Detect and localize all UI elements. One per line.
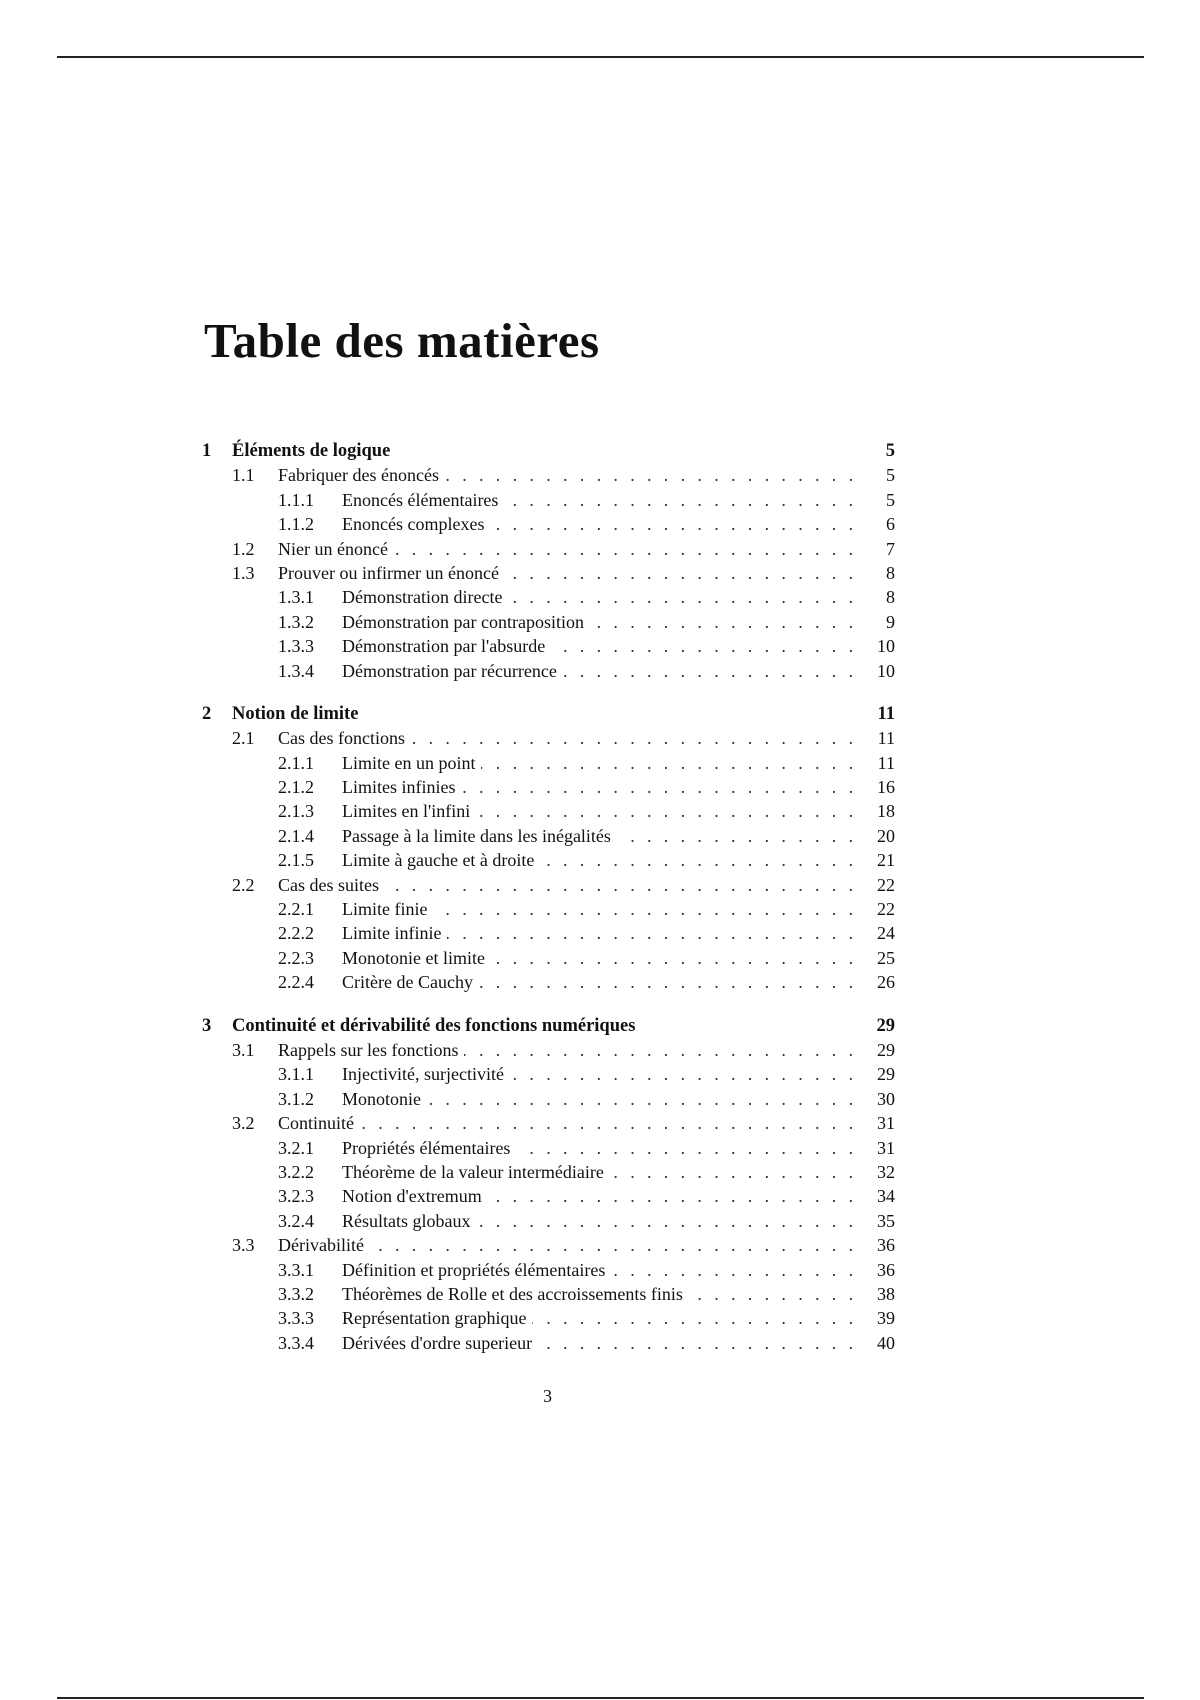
entry-number: 3.3 bbox=[232, 1235, 255, 1256]
entry-title: Injectivité, surjectivité bbox=[342, 1064, 504, 1085]
toc-chapter-row[interactable] bbox=[202, 702, 895, 726]
entry-title: Prouver ou infirmer un énoncé bbox=[278, 562, 499, 583]
dot-leader bbox=[427, 1087, 857, 1111]
entry-page: 25 bbox=[877, 947, 895, 968]
toc-subsection-row[interactable] bbox=[202, 488, 895, 512]
entry-number: 3.3.1 bbox=[278, 1259, 314, 1280]
dot-leader bbox=[610, 1160, 857, 1184]
entry-page: 11 bbox=[877, 752, 895, 773]
page-title: Table des matières bbox=[204, 312, 600, 368]
chapter-number: 1 bbox=[202, 441, 212, 461]
entry-page: 38 bbox=[877, 1283, 895, 1304]
dot-leader bbox=[540, 848, 857, 872]
entry-page: 35 bbox=[877, 1210, 895, 1231]
entry-number: 3.2.1 bbox=[278, 1137, 314, 1158]
dot-leader bbox=[551, 634, 857, 658]
entry-number: 3.1.1 bbox=[278, 1064, 314, 1085]
entry-title: Démonstration directe bbox=[342, 587, 503, 608]
toc-subsection-row[interactable] bbox=[202, 1306, 895, 1330]
entry-number: 3.2 bbox=[232, 1113, 255, 1134]
toc-subsection-row[interactable] bbox=[202, 799, 895, 823]
dot-leader bbox=[488, 1184, 857, 1208]
entry-page: 5 bbox=[886, 489, 895, 510]
dot-leader bbox=[411, 726, 857, 750]
toc-subsection-row[interactable] bbox=[202, 1136, 895, 1160]
toc-subsection-row[interactable] bbox=[202, 824, 895, 848]
entry-title: Enoncés complexes bbox=[342, 514, 485, 535]
entry-number: 2.2.2 bbox=[278, 923, 314, 944]
entry-page: 20 bbox=[877, 825, 895, 846]
dot-leader bbox=[447, 921, 857, 945]
entry-number: 2.2 bbox=[232, 874, 255, 895]
toc-subsection-row[interactable] bbox=[202, 775, 895, 799]
dot-leader bbox=[481, 751, 857, 775]
toc-section-row[interactable] bbox=[202, 873, 895, 897]
toc-subsection-row[interactable] bbox=[202, 1184, 895, 1208]
dot-leader bbox=[516, 1136, 857, 1160]
entry-page: 7 bbox=[886, 538, 895, 559]
entry-title: Passage à la limite dans les inégalités bbox=[342, 825, 611, 846]
entry-title: Enoncés élémentaires bbox=[342, 489, 499, 510]
toc-subsection-row[interactable] bbox=[202, 634, 895, 658]
entry-title: Théorèmes de Rolle et des accroissements finis bbox=[342, 1283, 683, 1304]
toc-subsection-row[interactable] bbox=[202, 1209, 895, 1233]
toc-section-row[interactable] bbox=[202, 1038, 895, 1062]
page-number: 3 bbox=[543, 1386, 552, 1406]
entry-title: Démonstration par récurrence bbox=[342, 660, 557, 681]
entry-number: 2.1 bbox=[232, 728, 255, 749]
entry-page: 31 bbox=[877, 1137, 895, 1158]
entry-number: 3.1 bbox=[232, 1039, 255, 1060]
toc-subsection-row[interactable] bbox=[202, 1160, 895, 1184]
chapter-title: Continuité et dérivabilité des fonctions numériques bbox=[232, 1015, 636, 1036]
entry-page: 18 bbox=[877, 801, 895, 822]
dot-leader bbox=[464, 1038, 857, 1062]
chapter-title: Notion de limite bbox=[232, 703, 359, 724]
entry-number: 3.1.2 bbox=[278, 1088, 314, 1109]
entry-page: 24 bbox=[877, 923, 895, 944]
entry-title: Rappels sur les fonctions bbox=[278, 1039, 459, 1060]
dot-leader bbox=[504, 488, 857, 512]
table-of-contents bbox=[202, 439, 895, 1355]
entry-title: Démonstration par contraposition bbox=[342, 611, 584, 632]
entry-number: 3.2.3 bbox=[278, 1186, 314, 1207]
dot-leader bbox=[532, 1306, 857, 1330]
toc-subsection-row[interactable] bbox=[202, 921, 895, 945]
entry-page: 29 bbox=[877, 1039, 895, 1060]
entry-title: Démonstration par l'absurde bbox=[342, 636, 546, 657]
entry-page: 21 bbox=[877, 850, 895, 871]
entry-number: 2.1.2 bbox=[278, 777, 314, 798]
entry-title: Nier un énoncé bbox=[278, 538, 388, 559]
entry-number: 2.1.5 bbox=[278, 850, 314, 871]
entry-number: 2.1.1 bbox=[278, 752, 314, 773]
entry-number: 2.1.3 bbox=[278, 801, 314, 822]
entry-page: 32 bbox=[877, 1161, 895, 1182]
entry-title: Continuité bbox=[278, 1113, 354, 1134]
entry-number: 1.3.1 bbox=[278, 587, 314, 608]
toc-chapter bbox=[202, 439, 895, 683]
entry-number: 3.3.3 bbox=[278, 1308, 314, 1329]
toc-subsection-row[interactable] bbox=[202, 659, 895, 683]
toc-chapter bbox=[202, 1014, 895, 1355]
entry-page: 36 bbox=[877, 1235, 895, 1256]
toc-subsection-row[interactable] bbox=[202, 897, 895, 921]
dot-leader bbox=[477, 1209, 858, 1233]
entry-title: Limites infinies bbox=[342, 777, 456, 798]
entry-page: 39 bbox=[877, 1308, 895, 1329]
entry-number: 2.2.3 bbox=[278, 947, 314, 968]
entry-page: 11 bbox=[877, 728, 895, 749]
toc-subsection-row[interactable] bbox=[202, 1331, 895, 1355]
toc-subsection-row[interactable] bbox=[202, 585, 895, 609]
dot-leader bbox=[617, 824, 857, 848]
toc-subsection-row[interactable] bbox=[202, 1062, 895, 1086]
entry-page: 10 bbox=[877, 660, 895, 681]
dot-leader bbox=[476, 799, 857, 823]
toc-subsection-row[interactable] bbox=[202, 610, 895, 634]
entry-title: Dérivées d'ordre superieur bbox=[342, 1332, 533, 1353]
entry-page: 8 bbox=[886, 562, 895, 583]
dot-leader bbox=[433, 897, 857, 921]
entry-number: 2.1.4 bbox=[278, 825, 314, 846]
entry-title: Limite finie bbox=[342, 899, 428, 920]
dot-leader bbox=[394, 537, 857, 561]
entry-title: Critère de Cauchy bbox=[342, 972, 473, 993]
dot-leader bbox=[385, 873, 857, 897]
entry-number: 3.2.2 bbox=[278, 1161, 314, 1182]
entry-title: Notion d'extremum bbox=[342, 1186, 482, 1207]
toc-subsection-row[interactable] bbox=[202, 512, 895, 536]
toc-subsection-row[interactable] bbox=[202, 751, 895, 775]
entry-page: 26 bbox=[877, 972, 895, 993]
entry-page: 6 bbox=[886, 514, 895, 535]
toc-subsection-row[interactable] bbox=[202, 946, 895, 970]
chapter-number: 2 bbox=[202, 703, 212, 724]
dot-leader bbox=[445, 463, 857, 487]
entry-number: 1.3.2 bbox=[278, 611, 314, 632]
entry-number: 1.1.2 bbox=[278, 514, 314, 535]
toc-section-row[interactable] bbox=[202, 537, 895, 561]
entry-title: Limites en l'infini bbox=[342, 801, 471, 822]
dot-leader bbox=[510, 1062, 857, 1086]
chapter-title: Éléments de logique bbox=[232, 441, 391, 461]
entry-title: Monotonie et limite bbox=[342, 947, 485, 968]
toc-chapter-row[interactable] bbox=[202, 439, 895, 463]
toc-section-row[interactable] bbox=[202, 463, 895, 487]
entry-number: 1.3.4 bbox=[278, 660, 314, 681]
entry-number: 1.3 bbox=[232, 562, 255, 583]
entry-page: 36 bbox=[877, 1259, 895, 1280]
entry-title: Limite en un point bbox=[342, 752, 476, 773]
dot-leader bbox=[505, 561, 857, 585]
dot-leader bbox=[491, 946, 857, 970]
chapter-page: 5 bbox=[885, 441, 895, 461]
chapter-page: 29 bbox=[876, 1015, 895, 1036]
entry-page: 30 bbox=[877, 1088, 895, 1109]
entry-page: 16 bbox=[877, 777, 895, 798]
dot-leader bbox=[590, 610, 857, 634]
entry-number: 1.2 bbox=[232, 538, 255, 559]
entry-page: 10 bbox=[877, 636, 895, 657]
dot-leader bbox=[508, 585, 857, 609]
entry-title: Limite à gauche et à droite bbox=[342, 850, 535, 871]
entry-title: Fabriquer des énoncés bbox=[278, 465, 439, 486]
entry-number: 1.3.3 bbox=[278, 636, 314, 657]
toc-chapter-row[interactable] bbox=[202, 1014, 895, 1038]
entry-title: Dérivabilité bbox=[278, 1235, 364, 1256]
toc-subsection-row[interactable] bbox=[202, 1087, 895, 1111]
entry-page: 31 bbox=[877, 1113, 895, 1134]
entry-number: 3.3.2 bbox=[278, 1283, 314, 1304]
toc-section-row[interactable] bbox=[202, 561, 895, 585]
entry-title: Limite infinie bbox=[342, 923, 442, 944]
entry-title: Définition et propriétés élémentaires bbox=[342, 1259, 606, 1280]
chapter-page: 11 bbox=[877, 703, 895, 724]
dot-leader bbox=[479, 970, 857, 994]
entry-page: 22 bbox=[877, 874, 895, 895]
toc-section-row[interactable] bbox=[202, 726, 895, 750]
dot-leader bbox=[538, 1331, 857, 1355]
toc-section-row[interactable] bbox=[202, 1233, 895, 1257]
entry-number: 1.1.1 bbox=[278, 489, 314, 510]
entry-number: 1.1 bbox=[232, 465, 255, 486]
entry-page: 40 bbox=[877, 1332, 895, 1353]
chapter-number: 3 bbox=[202, 1015, 212, 1036]
entry-page: 34 bbox=[877, 1186, 895, 1207]
top-rule bbox=[57, 56, 1144, 58]
dot-leader bbox=[370, 1233, 857, 1257]
entry-title: Représentation graphique bbox=[342, 1308, 527, 1329]
entry-page: 22 bbox=[877, 899, 895, 920]
entry-number: 3.3.4 bbox=[278, 1332, 314, 1353]
entry-title: Cas des fonctions bbox=[278, 728, 405, 749]
dot-leader bbox=[563, 659, 857, 683]
dot-leader bbox=[360, 1111, 857, 1135]
dot-leader bbox=[611, 1258, 857, 1282]
entry-page: 5 bbox=[886, 465, 895, 486]
entry-number: 3.2.4 bbox=[278, 1210, 314, 1231]
entry-number: 2.2.4 bbox=[278, 972, 314, 993]
entry-page: 9 bbox=[886, 611, 895, 632]
toc-subsection-row[interactable] bbox=[202, 1282, 895, 1306]
toc-section-row[interactable] bbox=[202, 1111, 895, 1135]
dot-leader bbox=[490, 512, 857, 536]
entry-title: Monotonie bbox=[342, 1088, 421, 1109]
entry-page: 29 bbox=[877, 1064, 895, 1085]
toc-chapter bbox=[202, 702, 895, 995]
entry-title: Cas des suites bbox=[278, 874, 379, 895]
toc-subsection-row[interactable] bbox=[202, 970, 895, 994]
toc-subsection-row[interactable] bbox=[202, 1258, 895, 1282]
entry-title: Théorème de la valeur intermédiaire bbox=[342, 1161, 604, 1182]
dot-leader bbox=[461, 775, 857, 799]
bottom-rule bbox=[57, 1697, 1144, 1699]
entry-number: 2.2.1 bbox=[278, 899, 314, 920]
toc-subsection-row[interactable] bbox=[202, 848, 895, 872]
dot-leader bbox=[689, 1282, 857, 1306]
entry-page: 8 bbox=[886, 587, 895, 608]
entry-title: Résultats globaux bbox=[342, 1210, 471, 1231]
entry-title: Propriétés élémentaires bbox=[342, 1137, 511, 1158]
